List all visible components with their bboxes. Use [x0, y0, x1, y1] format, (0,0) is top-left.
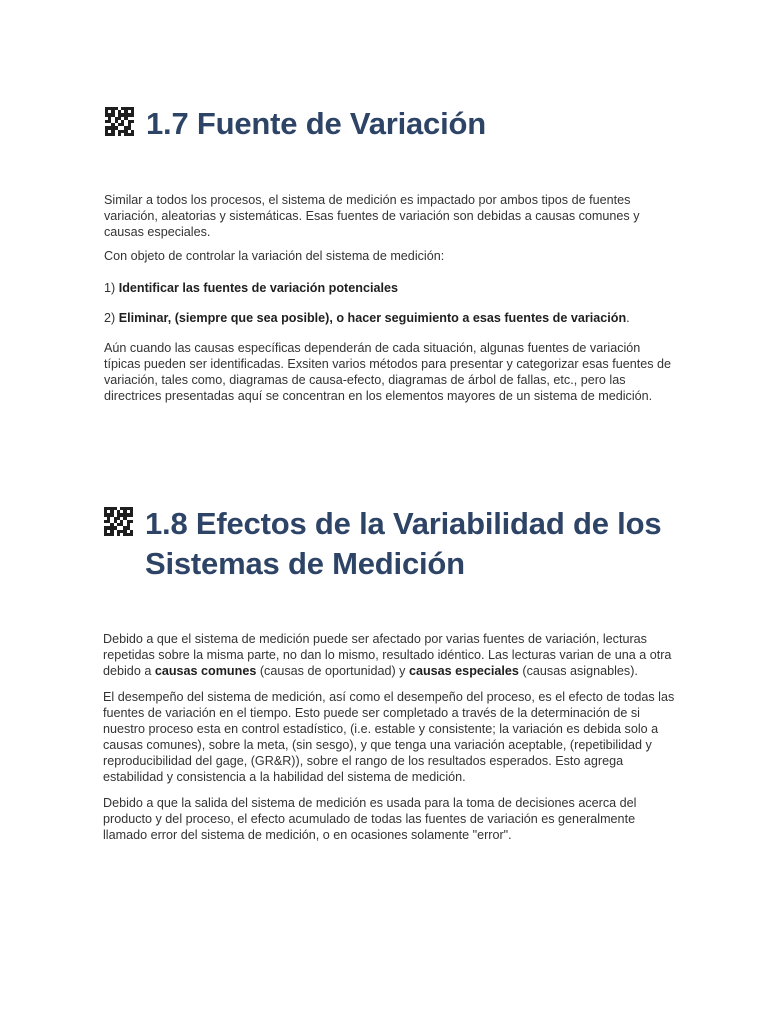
- section-body: [104, 192, 679, 404]
- bold-text: causas comunes: [154, 664, 257, 678]
- text-run: (causas de oportunidad) y: [256, 664, 409, 678]
- bold-text: Eliminar, (siempre que sea posible), o hacer seguimiento a esas fuentes de variación: [118, 311, 627, 325]
- paragraph: [103, 631, 678, 679]
- list-number: 1): [104, 281, 119, 295]
- qr-code-icon: [105, 107, 134, 136]
- list-number: 2): [104, 311, 119, 325]
- section-body: [103, 631, 678, 843]
- paragraph: Con objeto de controlar la variación del sistema de medición:: [104, 249, 445, 263]
- heading-text-line1: 1.8 Efectos de la Variabilidad de los: [145, 506, 662, 541]
- heading-text: 1.7 Fuente de Variación: [146, 106, 486, 141]
- bold-text: causas especiales: [408, 664, 519, 678]
- heading-text-line2: Sistemas de Medición: [145, 546, 465, 581]
- qr-code-icon: [104, 507, 133, 536]
- list-item: [104, 280, 679, 296]
- section-heading: [0, 504, 768, 584]
- section-efectos-variabilidad: [0, 504, 768, 842]
- bold-text: Identificar las fuentes de variación potenciales: [118, 281, 398, 295]
- punctuation: .: [626, 311, 630, 325]
- paragraph: Aún cuando las causas específicas dependerán de cada situación, algunas fuentes de variación típicas pueden ser identificadas. Exsiten varios métodos para presentar y categorizar esas fuentes de variación, tales como, diagramas de causa-efecto, diagramas de árbol de fallas, etc., pero las directrices presentadas aquí se concentran en los elementos mayores de un sistema de medición.: [104, 341, 672, 403]
- list-item: [104, 310, 679, 326]
- section-heading: [0, 104, 768, 144]
- text-run: Debido a que el sistema de medición puede ser afectado por varias fuentes de variación, lecturas repetidas sobre la misma parte, no dan lo mismo, resultado idéntico. Las lecturas varian de una a otra debido a: [103, 632, 672, 678]
- paragraph: Similar a todos los procesos, el sistema de medición es impactado por ambos tipos de fuentes variación, aleatorias y sistemáticas. Esas fuentes de variación son debidas a causas comunes y causas especiales.: [104, 193, 640, 239]
- text-run: (causas asignables).: [518, 664, 638, 678]
- section-fuente-de-variacion: [0, 104, 768, 403]
- paragraph: El desempeño del sistema de medición, así como el desempeño del proceso, es el efecto de todas las fuentes de variación en el tiempo. Esto puede ser completado a través de la determinación de si nuestro proceso esta en control estadístico, (i.e. estable y consistente; la variación es debida solo a causas comunes), sobre la meta, (sin sesgo), y que tenga una variación aceptable, (repetibilidad y reproducibilidad del gage, (GR&R)), sobre el rango de los resultados esperados. Esto agrega estabilidad y consistencia a la habilidad del sistema de medición.: [103, 690, 675, 784]
- paragraph: Debido a que la salida del sistema de medición es usada para la toma de decisiones acerca del producto y del proceso, el efecto acumulado de todas las fuentes de variación es generalmente llamado error del sistema de medición, o en ocasiones solamente "error".: [103, 796, 637, 842]
